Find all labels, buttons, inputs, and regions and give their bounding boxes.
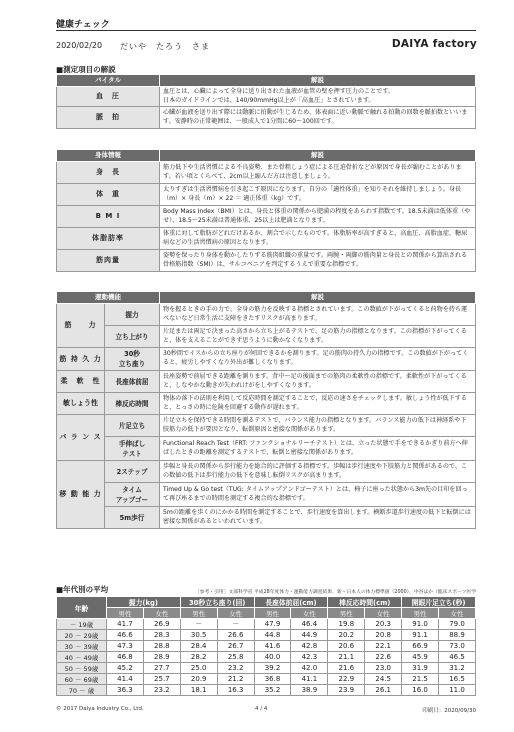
sex-female-head: 女性 <box>217 608 254 619</box>
vital-label-bp: 血 圧 <box>57 87 160 107</box>
vital-table <box>56 74 476 129</box>
header-divider <box>56 30 476 31</box>
motor-label-stick: 棒反応時間 <box>105 393 160 415</box>
body-text-weight: 太りすぎは生活習慣病を引き起こす原因になります。自分の「適性体重」を知りそれを維持しましょう。身長（m）× 身長（m）× 22 ＝ 適正体重（kg）です。 <box>160 184 476 206</box>
motor-label-reach: 手伸ばし テスト <box>105 437 160 461</box>
motor-group-balance: バ ラ ン ス <box>57 415 105 461</box>
age-row <box>57 619 476 630</box>
age-value-cell: 20.9 <box>180 674 217 685</box>
age-value-cell: 46.6 <box>107 630 144 641</box>
age-value-cell: 18.1 <box>180 685 217 696</box>
age-value-cell: 28.2 <box>180 652 217 663</box>
age-value-cell: 16.5 <box>439 674 476 685</box>
sex-male-head: 男性 <box>328 608 365 619</box>
age-value-cell: 23.2 <box>143 685 180 696</box>
age-value-cell: 30.5 <box>180 630 217 641</box>
age-value-cell: 25.8 <box>217 652 254 663</box>
col-stick: 棒反応時間(cm) <box>328 597 402 608</box>
vital-label-pulse: 脈 拍 <box>57 107 160 129</box>
age-label: 40 － 49歳 <box>57 652 107 663</box>
age-value-cell: 28.9 <box>143 652 180 663</box>
motor-label-tug: タイム アップゴー <box>105 483 160 507</box>
age-value-cell: 91.0 <box>402 619 439 630</box>
body-head: 身体情報 <box>57 150 160 162</box>
age-value-cell: 91.1 <box>402 630 439 641</box>
age-value-cell: 47.3 <box>107 641 144 652</box>
motor-text-onefoot: 片足立ちを保持できる時間を測るテストで、バランス能力の指標となります。バランス能力の低下は神経系や下肢筋力の低下が要因となり、転倒原因と密接な関係があります。 <box>160 415 476 437</box>
age-value-cell: 20.6 <box>328 641 365 652</box>
sex-female-head: 女性 <box>365 608 402 619</box>
age-row <box>57 641 476 652</box>
col-grip: 握力(kg) <box>107 597 181 608</box>
age-value-cell: 40.0 <box>254 652 291 663</box>
age-value-cell: 26.9 <box>143 619 180 630</box>
age-value-cell: 73.0 <box>439 641 476 652</box>
age-value-cell: 42.0 <box>291 663 328 674</box>
age-value-cell: 42.3 <box>291 652 328 663</box>
motor-text-reach: Functional Reach Test（FRT: ファンクショナルリーチテスト）とは、立った状態で手をできるかぎり前方へ伸ばしたときの距離を測定するテストで、転倒と密接な関係があります。 <box>160 437 476 461</box>
age-value-cell: 26.1 <box>365 685 402 696</box>
items-section-title: ■測定項目の解説 <box>56 65 116 74</box>
sex-female-head: 女性 <box>439 608 476 619</box>
motor-label-twostep: 2ステップ <box>105 461 160 483</box>
age-label: 50 － 59歳 <box>57 663 107 674</box>
motor-text-standup: 片足または両足で決まった高さから立ち上がるテストで、足の筋力の指標となります。この指標が下がってくると、体を支えることができず思うように動かなくなります。 <box>160 326 476 348</box>
age-value-cell: 38.9 <box>291 685 328 696</box>
age-value-cell: 22.6 <box>365 652 402 663</box>
age-value-cell: 46.4 <box>291 619 328 630</box>
age-value-cell: 42.8 <box>291 641 328 652</box>
age-value-cell: 79.0 <box>439 619 476 630</box>
motor-text-sts30: 30秒間でイスからの立ち座りが何回できるかを測ります。足の筋肉の持久力の指標です。この数値が下がってくると、疲労しやすくなり外出が難しくなります。 <box>160 348 476 371</box>
age-value-cell: 36.3 <box>107 685 144 696</box>
age-value-cell: 25.0 <box>180 663 217 674</box>
motor-group-mobility: 移 動 能 力 <box>57 461 105 529</box>
page-number: 4 / 4 <box>255 706 268 712</box>
vital-head: バイタル <box>57 75 160 87</box>
age-row <box>57 685 476 696</box>
motor-group-strength: 筋 力 <box>57 304 105 348</box>
age-value-cell: － <box>217 619 254 630</box>
motor-text-grip: 物を握るときの手の力で、全身の筋力を反映する指標とされています。この数値が下がってくると荷物を持ち運べないなど日常生活に支障をきたすリスクが高まります。 <box>160 304 476 326</box>
age-row <box>57 630 476 641</box>
body-text-bmi: Body Mass Index（BMI）とは、身長と体重の関係から肥満の程度をあらわす指数です。18.5未満は低体重（やせ）、18.5〜25未満は普通体重、25以上は肥満となります。 <box>160 206 476 228</box>
age-value-cell: 31.9 <box>402 663 439 674</box>
copyright: © 2017 Daiya Industry Co., Ltd. <box>56 706 144 712</box>
age-value-cell: 23.0 <box>365 663 402 674</box>
col-sts30: 30秒立ち座り(回) <box>180 597 254 608</box>
motor-text-sitreach: 長座姿勢で前屈できる距離を測ります。背中〜足の後面までの筋肉の柔軟性の指標です。柔軟性が下がってくると、しなやかな動きが失われけがをしやすくなります。 <box>160 371 476 393</box>
patient-name: だいや たろう さま <box>120 42 210 51</box>
col-sitreach: 長座体前屈(cm) <box>254 597 328 608</box>
age-label: 20 － 29歳 <box>57 630 107 641</box>
motor-label-sitreach: 長座体前屈 <box>105 371 160 393</box>
age-value-cell: 45.2 <box>107 663 144 674</box>
age-value-cell: 41.4 <box>107 674 144 685</box>
age-label: 30 － 39歳 <box>57 641 107 652</box>
age-row <box>57 663 476 674</box>
body-label-muscle: 筋肉量 <box>57 250 160 272</box>
body-table <box>56 149 476 272</box>
age-label: － 19歳 <box>57 619 107 630</box>
motor-label-onefoot: 片足立ち <box>105 415 160 437</box>
age-value-cell: 26.6 <box>217 630 254 641</box>
brand-logo: DAIYA factory <box>391 38 477 50</box>
age-value-cell: 21.2 <box>217 674 254 685</box>
age-value-cell: 22.1 <box>365 641 402 652</box>
age-value-cell: 11.0 <box>439 685 476 696</box>
age-value-cell: 31.2 <box>439 663 476 674</box>
age-value-cell: 22.9 <box>328 674 365 685</box>
age-value-cell: － <box>180 619 217 630</box>
body-label-bmi: B M I <box>57 206 160 228</box>
age-value-cell: 46.8 <box>107 652 144 663</box>
body-text-fat: 体重に対して脂肪がどれだけあるか、割合で示したものです。体脂肪率が高すぎると、高血圧、高脂血症、糖尿病などの生活習慣病の原因となります。 <box>160 228 476 250</box>
report-date: 2020/02/20 <box>56 41 103 50</box>
motor-label-grip: 握力 <box>105 304 160 326</box>
motor-group-endurance: 筋 持 久 力 <box>57 348 105 371</box>
age-value-cell: 23.2 <box>217 663 254 674</box>
body-desc-head: 解説 <box>160 150 476 162</box>
age-value-cell: 47.9 <box>254 619 291 630</box>
age-value-cell: 25.7 <box>143 674 180 685</box>
age-value-cell: 88.9 <box>439 630 476 641</box>
age-value-cell: 16.3 <box>217 685 254 696</box>
print-date: 印刷日：2020/09/30 <box>422 708 476 714</box>
age-value-cell: 20.8 <box>365 630 402 641</box>
age-value-cell: 39.2 <box>254 663 291 674</box>
age-value-cell: 28.3 <box>143 630 180 641</box>
body-label-fat: 体脂肪率 <box>57 228 160 250</box>
age-value-cell: 28.4 <box>180 641 217 652</box>
body-label-weight: 体 重 <box>57 184 160 206</box>
age-value-cell: 36.8 <box>254 674 291 685</box>
sex-male-head: 男性 <box>180 608 217 619</box>
age-label: 60 － 69歳 <box>57 674 107 685</box>
age-value-cell: 24.5 <box>365 674 402 685</box>
age-value-cell: 45.9 <box>402 652 439 663</box>
sex-female-head: 女性 <box>291 608 328 619</box>
col-onefoot: 開眼片足立ち(秒) <box>402 597 476 608</box>
age-row <box>57 674 476 685</box>
age-value-cell: 41.7 <box>107 619 144 630</box>
doc-title: 健康チェック <box>56 20 110 30</box>
age-value-cell: 27.7 <box>143 663 180 674</box>
motor-group-flex: 柔 軟 性 <box>57 371 105 393</box>
sex-male-head: 男性 <box>254 608 291 619</box>
age-value-cell: 20.2 <box>328 630 365 641</box>
age-value-cell: 44.9 <box>291 630 328 641</box>
age-value-cell: 16.0 <box>402 685 439 696</box>
sex-female-head: 女性 <box>143 608 180 619</box>
age-average-table <box>56 596 476 696</box>
motor-head: 運動機能 <box>57 292 160 304</box>
motor-desc-head: 解説 <box>160 292 476 304</box>
motor-text-stick: 物体の落下の法則を利用して反応時間を測定することで、反応の速さをチェックします。敏しょう性が低下すると、とっさの時に危険を回避する動作が遅れます。 <box>160 393 476 415</box>
age-value-cell: 23.9 <box>328 685 365 696</box>
motor-table <box>56 291 476 529</box>
motor-label-sts30: 30秒 立ち座り <box>105 348 160 371</box>
reference-note: ［参考・引用］文部科学省 平成28年度体力・運動能力調査結果、新・日本人の体力標準値（2000）、中谷ほか（臨床スポーツ医学 <box>194 590 476 595</box>
vital-text-pulse: 心臓が血液を送り出す際には動脈に拍動が生じるため、体表面に近い動脈で触れる拍動の回数を脈拍数といいます。安静時の正常範囲は、一般成人で1分間に60〜100回です。 <box>160 107 476 129</box>
sex-male-head: 男性 <box>107 608 144 619</box>
motor-text-twostep: 歩幅と身長の関係から歩行能力を総合的に評価する指標です。歩幅は歩行速度や下肢筋力と関係があるので、この数値の低下は歩行能力の低下を意味し転倒リスクが高まります。 <box>160 461 476 483</box>
motor-text-walk5: 5mの距離を歩くのにかかる時間を測定することで、歩行速度を算出します。横断歩道歩行速度の低下と転倒には密接な関係があるといわれています。 <box>160 507 476 529</box>
age-value-cell: 21.6 <box>328 663 365 674</box>
age-value-cell: 21.5 <box>402 674 439 685</box>
motor-label-walk5: 5m歩行 <box>105 507 160 529</box>
body-label-height: 身 長 <box>57 162 160 184</box>
age-value-cell: 44.8 <box>254 630 291 641</box>
motor-text-tug: Timed Up & Go test（TUG: タイムアップアンドゴーテスト）とは、椅子に座った状態から3m先の目印を回って再び座るまでの時間を測定する複合的な指標です。 <box>160 483 476 507</box>
age-value-cell: 35.2 <box>254 685 291 696</box>
motor-group-agility: 敏しょう性 <box>57 393 105 415</box>
motor-label-standup: 立ち上がり <box>105 326 160 348</box>
body-text-muscle: 姿勢を保ったり身体を動かしたりする筋肉組織の重量です。両腕・両脚の筋肉量と身長との関係から算出される骨格筋指数（SMI）は、サルコペニアを判定するうえで重要な指標です。 <box>160 250 476 272</box>
age-col-head: 年齢 <box>57 597 107 619</box>
body-text-height: 筋力低下や生活習慣による不良姿勢、また骨粗しょう症による圧迫骨折などが原因で身長が縮むことがあります。若い頃とくらべて、2cm以上縮んだ方は注意しましょう。 <box>160 162 476 184</box>
vital-text-bp: 血圧とは、心臓によって全身に送り出された血液が血管の壁を押す圧力のことです。 日本のガイドラインでは、140/90mmHg以上が「高血圧」とされています。 <box>160 87 476 107</box>
age-value-cell: 19.8 <box>328 619 365 630</box>
age-label: 70 － 歳 <box>57 685 107 696</box>
age-value-cell: 41.6 <box>254 641 291 652</box>
age-row <box>57 652 476 663</box>
age-value-cell: 26.7 <box>217 641 254 652</box>
age-value-cell: 41.1 <box>291 674 328 685</box>
vital-desc-head: 解説 <box>160 75 476 87</box>
age-value-cell: 46.5 <box>439 652 476 663</box>
age-value-cell: 28.8 <box>143 641 180 652</box>
age-section-title: ■年代別の平均 <box>56 585 109 594</box>
age-value-cell: 21.1 <box>328 652 365 663</box>
age-value-cell: 66.9 <box>402 641 439 652</box>
sex-male-head: 男性 <box>402 608 439 619</box>
age-value-cell: 20.3 <box>365 619 402 630</box>
